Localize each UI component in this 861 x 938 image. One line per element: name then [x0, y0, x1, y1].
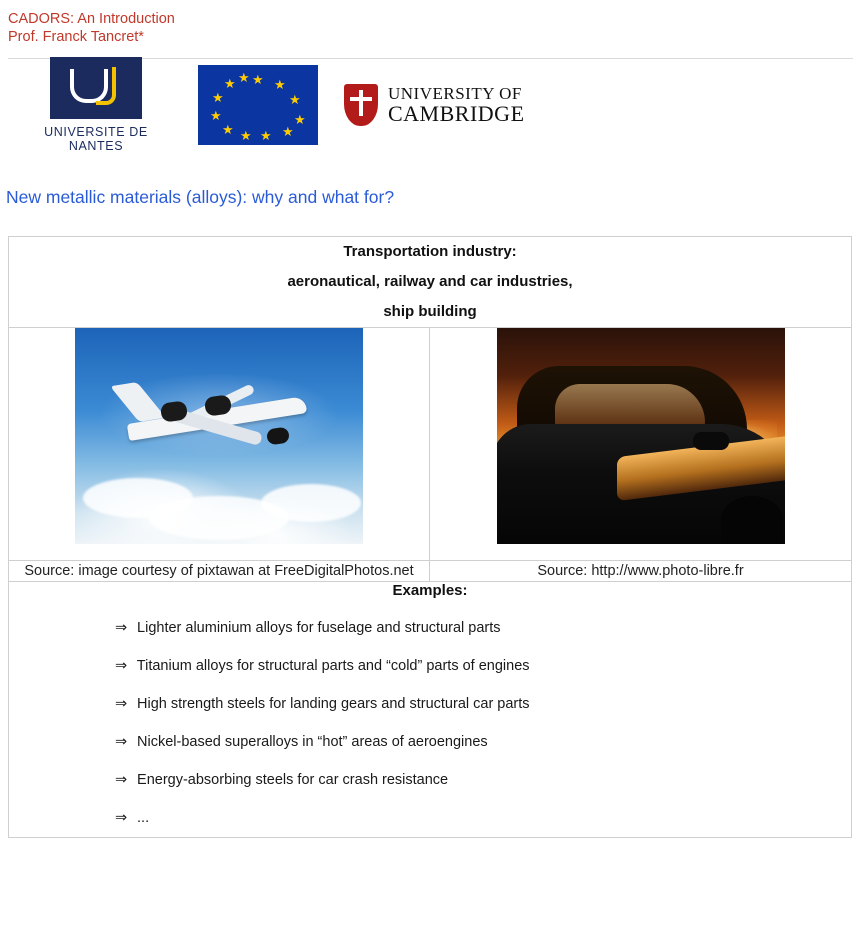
list-item-label: Nickel-based superalloys in “hot” areas of aeroengines	[137, 734, 488, 750]
airplane-tail	[110, 382, 166, 422]
cambridge-line-2: CAMBRIDGE	[388, 101, 525, 127]
double-arrow-icon: ⇒	[115, 734, 128, 750]
eu-star: ★	[212, 90, 224, 105]
examples-cell	[9, 582, 852, 838]
cambridge-shield-icon	[344, 84, 378, 126]
airplane-photo	[75, 328, 363, 544]
eu-star: ★	[274, 77, 286, 92]
car-image-cell	[430, 328, 852, 561]
list-item	[9, 761, 851, 799]
list-item	[9, 723, 851, 761]
table-row	[9, 328, 852, 561]
section-title: New metallic materials (alloys): why and what for?	[6, 187, 395, 207]
author-name: Prof. Franck Tancret*	[8, 29, 144, 45]
eu-star: ★	[222, 122, 234, 137]
double-arrow-icon: ⇒	[115, 658, 128, 674]
eu-star: ★	[294, 112, 306, 127]
list-item-label: Titanium alloys for structural parts and “cold” parts of engines	[136, 658, 530, 674]
table-header-cell	[9, 237, 852, 328]
eu-star: ★	[260, 128, 272, 143]
car-photo	[497, 328, 785, 544]
examples-title: Examples:	[392, 582, 468, 599]
list-item	[9, 647, 851, 685]
car-window	[555, 384, 705, 428]
header-line-3: ship building	[383, 303, 477, 320]
double-arrow-icon: ⇒	[115, 620, 128, 636]
airplane-image-cell	[9, 328, 430, 561]
list-item	[9, 799, 851, 837]
car-mirror	[693, 432, 729, 450]
course-title: CADORS: An Introduction	[8, 11, 175, 27]
double-arrow-icon: ⇒	[115, 696, 128, 712]
double-arrow-icon: ⇒	[115, 810, 128, 826]
table-row	[9, 237, 852, 328]
nantes-caption: UNIVERSITE DE NANTES	[44, 125, 148, 153]
european-flag-icon	[198, 65, 318, 145]
transportation-table	[8, 236, 852, 838]
table-row	[9, 582, 852, 838]
nantes-j-glyph	[96, 67, 116, 105]
logo-row	[0, 59, 861, 151]
cambridge-wordmark	[388, 85, 525, 126]
list-item-label: ...	[137, 810, 150, 826]
table-row	[9, 561, 852, 582]
eu-star: ★	[210, 108, 222, 123]
slide-header	[0, 0, 861, 46]
eu-star: ★	[289, 92, 301, 107]
airplane-engine	[266, 427, 290, 446]
nantes-mark-icon	[50, 57, 142, 119]
cloud-shape	[261, 484, 361, 522]
header-line-2: aeronautical, railway and car industries,	[287, 273, 573, 290]
universite-de-nantes-logo	[16, 57, 176, 153]
eu-star: ★	[252, 72, 264, 87]
eu-star: ★	[240, 128, 252, 143]
car-wheel	[721, 496, 783, 544]
list-item-label: Energy-absorbing steels for car crash resistance	[137, 772, 449, 788]
eu-star: ★	[238, 70, 250, 85]
university-of-cambridge-logo	[344, 84, 525, 126]
eu-star: ★	[282, 124, 294, 139]
cambridge-line-1: UNIVERSITY OF	[388, 83, 522, 103]
eu-star: ★	[224, 76, 236, 91]
list-item-label: High strength steels for landing gears and structural car parts	[137, 696, 530, 712]
list-item	[9, 685, 851, 723]
header-line-1: Transportation industry:	[343, 243, 517, 260]
airplane-source-cell: Source: image courtesy of pixtawan at FreeDigitalPhotos.net	[9, 561, 430, 582]
list-item	[9, 609, 851, 647]
car-source-cell: Source: http://www.photo-libre.fr	[430, 561, 852, 582]
double-arrow-icon: ⇒	[115, 772, 128, 788]
list-item-label: Lighter aluminium alloys for fuselage and structural parts	[137, 620, 501, 636]
